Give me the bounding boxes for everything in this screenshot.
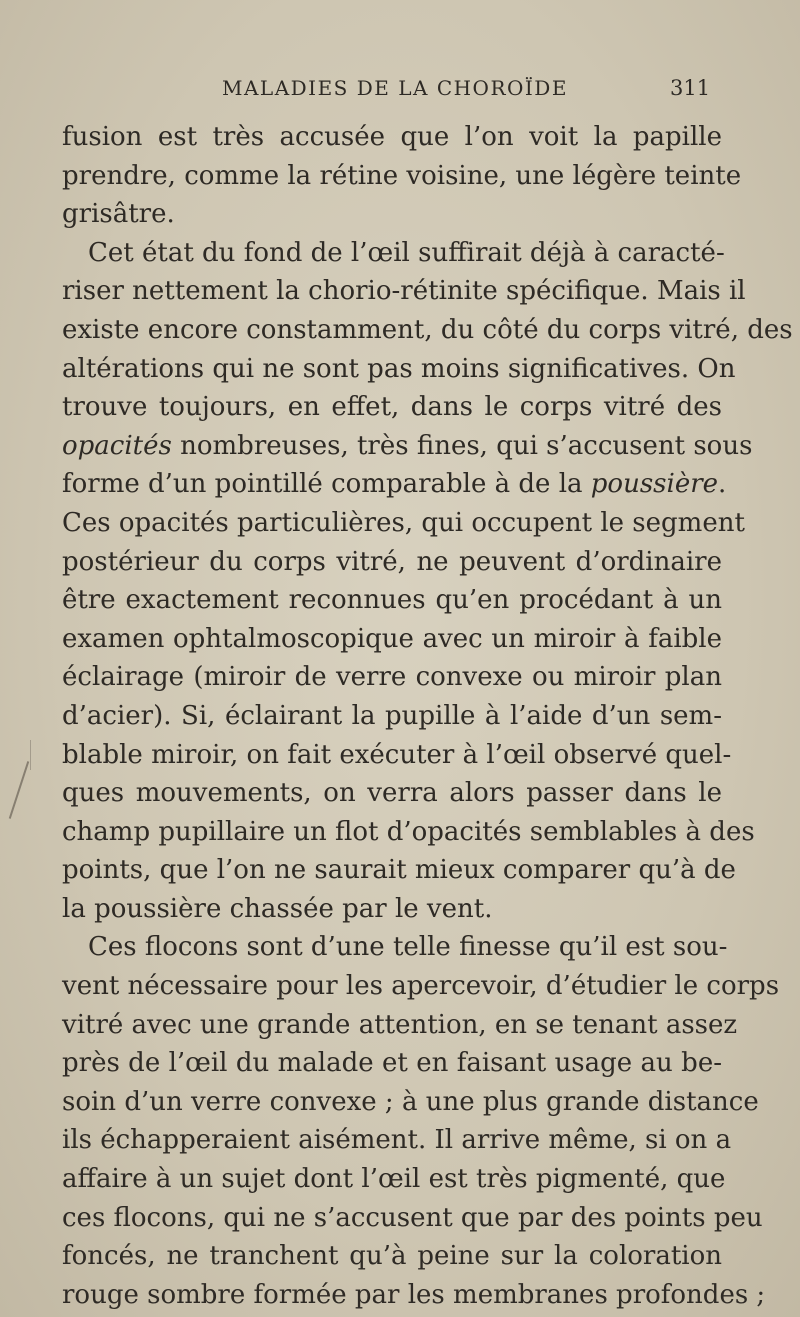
text-line: Ces flocons sont d’une telle finesse qu’il est sou- — [88, 932, 728, 963]
text-line: grisâtre. — [62, 199, 175, 230]
emphasized-word: opacités — [62, 430, 172, 461]
margin-pencil-mark — [9, 761, 29, 819]
text-line: éclairage (miroir de verre convexe ou miroir plan — [62, 662, 722, 693]
text-line: points, que l’on ne saurait mieux comparer qu’à de — [62, 855, 736, 886]
page-number: 311 — [670, 76, 711, 100]
text-line: postérieur du corps vitré, ne peuvent d’ordinaire — [62, 546, 722, 577]
text-line: fusion est très accusée que l’on voit la papille — [62, 122, 722, 152]
text-line: rouge sombre formée par les membranes profondes ; — [62, 1279, 766, 1310]
page-header — [0, 76, 800, 110]
text-line: existe encore constamment, du côté du corps vitré, des — [62, 314, 793, 345]
text-line: Ces opacités particulières, qui occupent le segment — [62, 507, 745, 538]
text-line: ques mouvements, on verra alors passer dans le — [62, 778, 722, 809]
text-line: ils échapperaient aisément. Il arrive même, si on a — [62, 1125, 732, 1156]
text-line: opacités nombreuses, très fines, qui s’accusent sous — [62, 430, 753, 461]
text-line: forme d’un pointillé comparable à de la poussière. — [62, 469, 727, 500]
text-line: foncés, ne tranchent qu’à peine sur la coloration — [62, 1241, 722, 1272]
text-line: trouve toujours, en effet, dans le corps vitré des — [62, 392, 722, 423]
text-line: être exactement reconnues qu’en procédant à un — [62, 585, 722, 616]
text-line: affaire à un sujet dont l’œil est très pigmenté, que — [62, 1164, 726, 1195]
text-line: blable miroir, on fait exécuter à l’œil observé quel- — [62, 739, 732, 770]
body-text — [62, 118, 793, 1314]
text-line: champ pupillaire un flot d’opacités semblables à des — [62, 816, 755, 847]
text-line: examen ophtalmoscopique avec un miroir à faible — [62, 623, 722, 654]
text-line: soin d’un verre convexe ; à une plus grande distance — [62, 1086, 759, 1117]
text-line: prendre, comme la rétine voisine, une légère teinte — [62, 160, 742, 191]
text-line: Cet état du fond de l’œil suffirait déjà à caracté- — [88, 237, 725, 268]
text-line: riser nettement la chorio-rétinite spécifique. Mais il — [62, 276, 746, 307]
running-title: MALADIES DE LA CHOROÏDE — [222, 76, 568, 100]
text-line: près de l’œil du malade et en faisant usage au be- — [62, 1048, 722, 1079]
text-line: altérations qui ne sont pas moins significatives. On — [62, 353, 736, 384]
text-line: d’acier). Si, éclairant la pupille à l’aide d’un sem- — [62, 700, 722, 731]
margin-pencil-mark — [30, 740, 31, 770]
emphasized-word: poussière — [590, 469, 719, 500]
text-line: la poussière chassée par le vent. — [62, 893, 493, 924]
text-line: vitré avec une grande attention, en se tenant assez — [62, 1009, 738, 1040]
text-line: ces flocons, qui ne s’accusent que par des points peu — [62, 1202, 763, 1233]
text-line: vent nécessaire pour les apercevoir, d’étudier le corps — [62, 971, 780, 1002]
